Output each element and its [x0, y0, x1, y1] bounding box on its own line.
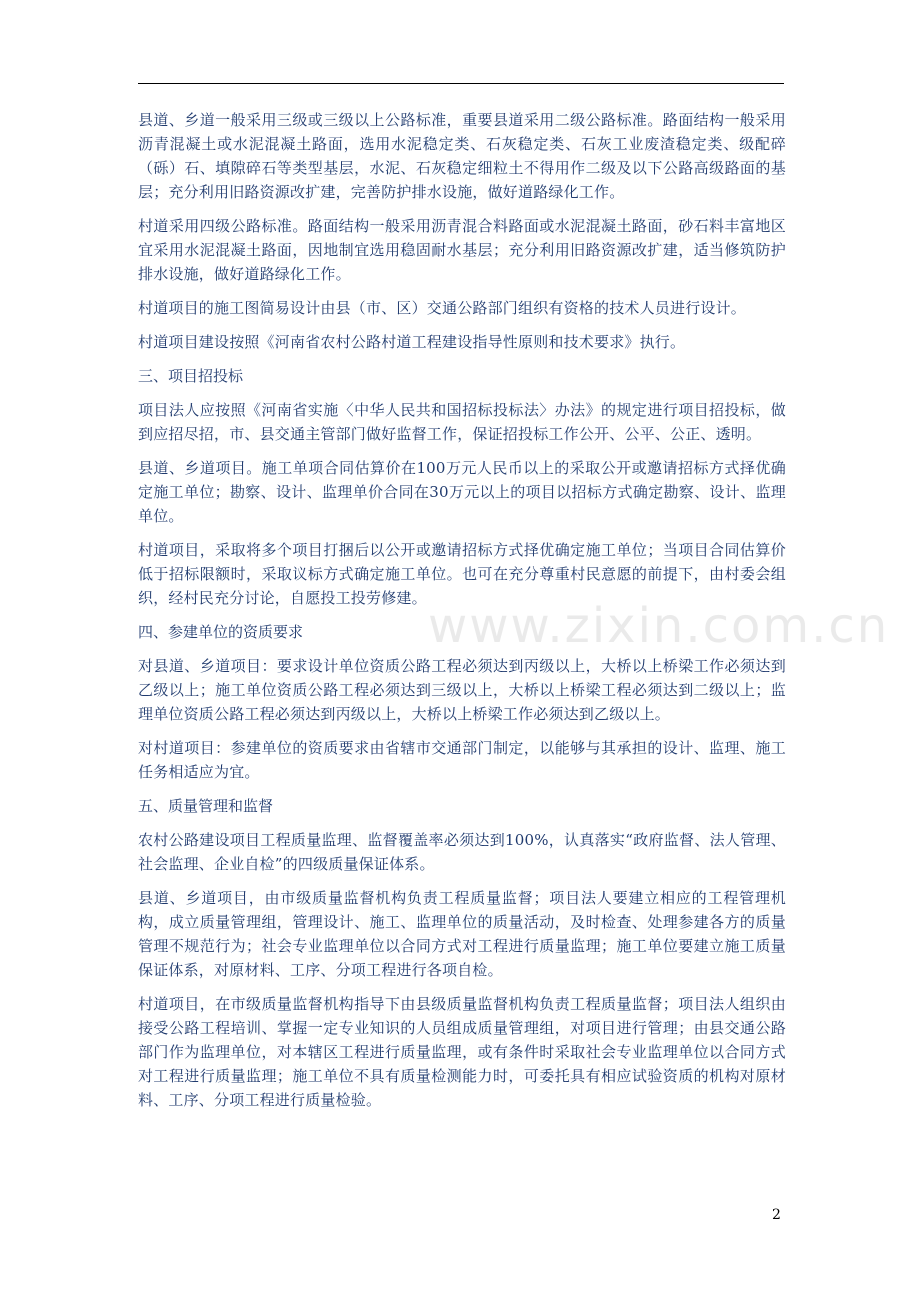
paragraph-county-road-standards: 县道、乡道一般采用三级或三级以上公路标准，重要县道采用二级公路标准。路面结构一般采用沥青混凝土或水泥混凝土路面，选用水泥稳定类、石灰稳定类、石灰工业废渣稳定类、级配碎（砾）石、填隙碎石等类型基层，水泥、石灰稳定细粒土不得用作二级及以下公路高级路面的基层；充分利用旧路资源改扩建，完善防护排水设施，做好道路绿化工作。: [138, 111, 786, 201]
paragraph-bidding-law: 项目法人应按照《河南省实施〈中华人民共和国招标投标法〉办法》的规定进行项目招投标，做到应招尽招，市、县交通主管部门做好监督工作，保证招投标工作公开、公平、公正、透明。: [138, 401, 786, 443]
section-heading-quality: 五、质量管理和监督: [138, 797, 274, 815]
paragraph-village-construction: 村道项目建设按照《河南省农村公路村道工程建设指导性原则和技术要求》执行。: [138, 333, 686, 351]
paragraph-village-qualifications: 对村道项目：参建单位的资质要求由省辖市交通部门制定，以能够与其承担的设计、监理、施工任务相适应为宜。: [138, 739, 786, 781]
header-rule: [138, 83, 784, 84]
paragraph-village-bidding: 村道项目，采取将多个项目打捆后以公开或邀请招标方式择优确定施工单位；当项目合同估算价低于招标限额时，采取议标方式确定施工单位。也可在充分尊重村民意愿的前提下，由村委会组织，经村民充分讨论，自愿投工投劳修建。: [138, 541, 786, 607]
paragraph-quality-system: 农村公路建设项目工程质量监理、监督覆盖率必须达到100%，认真落实“政府监督、法人管理、社会监理、企业自检”的四级质量保证体系。: [138, 831, 786, 873]
section-heading-bidding: 三、项目招投标: [138, 367, 244, 385]
paragraph-county-qualifications: 对县道、乡道项目：要求设计单位资质公路工程必须达到丙级以上，大桥以上桥梁工作必须达到乙级以上；施工单位资质公路工程必须达到三级以上，大桥以上桥梁工程必须达到二级以上；监理单位资质公路工程必须达到丙级以上，大桥以上桥梁工作必须达到乙级以上。: [138, 657, 786, 723]
paragraph-village-road-standards: 村道采用四级公路标准。路面结构一般采用沥青混合料路面或水泥混凝土路面，砂石料丰富地区宜采用水泥混凝土路面，因地制宜选用稳固耐水基层；充分利用旧路资源改扩建，适当修筑防护排水设施，做好道路绿化工作。: [138, 217, 786, 283]
paragraph-county-quality: 县道、乡道项目，由市级质量监督机构负责工程质量监督；项目法人要建立相应的工程管理机构，成立质量管理组，管理设计、施工、监理单位的质量活动，及时检查、处理参建各方的质量管理不规范行为；社会专业监理单位以合同方式对工程进行质量监理；施工单位要建立施工质量保证体系，对原材料、工序、分项工程进行各项自检。: [138, 889, 786, 979]
paragraph-village-quality: 村道项目，在市级质量监督机构指导下由县级质量监督机构负责工程质量监督；项目法人组织由接受公路工程培训、掌握一定专业知识的人员组成质量管理组，对项目进行管理；由县交通公路部门作为监理单位，对本辖区工程进行质量监理，或有条件时采取社会专业监理单位以合同方式对工程进行质量监理；施工单位不具有质量检测能力时，可委托具有相应试验资质的机构对原材料、工序、分项工程进行质量检验。: [138, 995, 786, 1109]
section-heading-qualifications: 四、参建单位的资质要求: [138, 623, 304, 641]
paragraph-county-bidding: 县道、乡道项目。施工单项合同估算价在100万元人民币以上的采取公开或邀请招标方式择优确定施工单位；勘察、设计、监理单价合同在30万元以上的项目以招标方式确定勘察、设计、监理单位。: [138, 459, 786, 525]
page-number: 2: [772, 1207, 781, 1223]
paragraph-village-design: 村道项目的施工图简易设计由县（市、区）交通公路部门组织有资格的技术人员进行设计。: [138, 299, 747, 317]
watermark-text: www.zixin.com.cn: [428, 598, 890, 654]
